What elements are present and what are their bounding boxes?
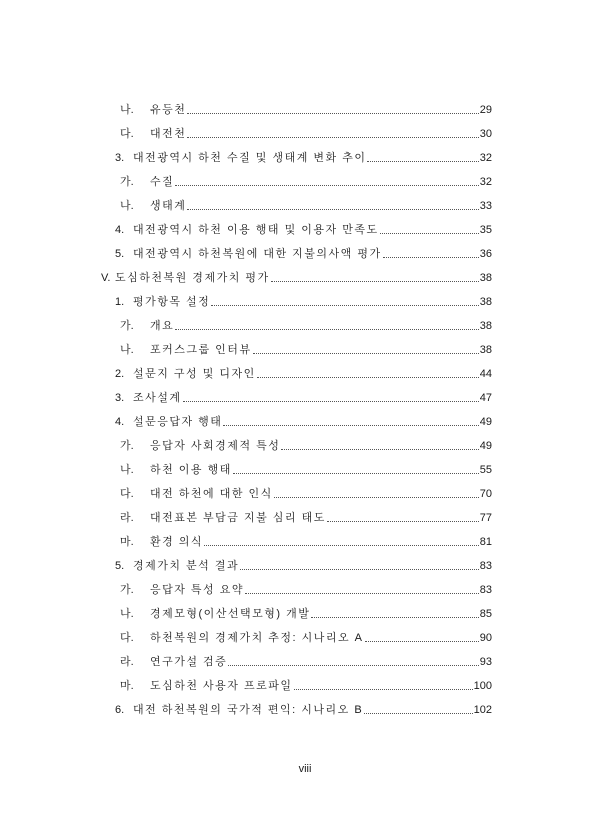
toc-dot-leader [327, 520, 479, 522]
toc-entry-title: 조사설계 [133, 392, 182, 404]
toc-entry-page: 32 [479, 176, 492, 188]
toc-entry-page: 38 [479, 320, 492, 332]
toc-dot-leader [294, 688, 473, 690]
toc-entry[interactable] [120, 315, 492, 333]
toc-entry-number: 다. [120, 128, 134, 140]
toc-entry-number: 가. [120, 176, 134, 188]
toc-entry[interactable] [120, 483, 492, 501]
toc-entry-title: 경제가치 분석 결과 [133, 560, 240, 572]
toc-entry-title: 설문응답자 행태 [133, 416, 223, 428]
toc-entry[interactable] [120, 339, 492, 357]
toc-entry-title: 응답자 특성 요약 [150, 584, 244, 596]
toc-entry[interactable] [120, 507, 492, 525]
toc-dot-leader [271, 280, 479, 282]
toc-entry-title: 대전광역시 하천 이용 행태 및 이용자 만족도 [133, 224, 379, 236]
toc-entry-page: 44 [479, 368, 492, 380]
toc-dot-leader [233, 472, 479, 474]
toc-dot-leader [364, 712, 472, 714]
toc-entry-number: 6. [115, 704, 125, 716]
toc-dot-leader [187, 208, 478, 210]
toc-entry-number: 라. [120, 512, 134, 524]
toc-entry-number: 나. [120, 200, 134, 212]
toc-dot-leader [281, 448, 478, 450]
toc-entry-number: 2. [115, 368, 125, 380]
toc-entry-title: 설문지 구성 및 디자인 [133, 368, 256, 380]
toc-entry-page: 29 [479, 104, 492, 116]
toc-dot-leader [380, 232, 479, 234]
toc-dot-leader [187, 136, 478, 138]
toc-entry[interactable] [120, 195, 492, 213]
toc-entry-title: 하천복원의 경제가치 추정: 시나리오 A [150, 632, 364, 644]
toc-entry-page: 49 [479, 416, 492, 428]
toc-entry-page: 49 [479, 440, 492, 452]
toc-entry-number: 가. [120, 320, 134, 332]
toc-entry-page: 36 [479, 248, 492, 260]
toc-entry[interactable] [115, 411, 492, 429]
toc-entry-number: 라. [120, 656, 134, 668]
toc-dot-leader [383, 256, 479, 258]
toc-entry-number: 나. [120, 608, 134, 620]
toc-entry-page: 102 [473, 704, 492, 716]
toc-entry-page: 30 [479, 128, 492, 140]
toc-entry-page: 83 [479, 584, 492, 596]
toc-entry-page: 83 [479, 560, 492, 572]
toc-entry-number: 마. [120, 680, 134, 692]
toc-entry-number: V. [101, 272, 111, 284]
toc-entry-page: 70 [479, 488, 492, 500]
toc-entry-page: 55 [479, 464, 492, 476]
toc-entry[interactable] [120, 627, 492, 645]
toc-entry[interactable] [115, 243, 492, 261]
toc-dot-leader [257, 376, 479, 378]
toc-entry[interactable] [115, 147, 492, 165]
toc-dot-leader [311, 616, 478, 618]
toc-dot-leader [253, 352, 479, 354]
toc-dot-leader [245, 592, 479, 594]
toc-dot-leader [175, 328, 478, 330]
toc-entry-page: 38 [479, 296, 492, 308]
toc-entry-number: 5. [115, 560, 125, 572]
toc-entry-number: 나. [120, 464, 134, 476]
toc-entry-title: 유등천 [150, 104, 187, 116]
toc-entry[interactable] [120, 459, 492, 477]
toc-entry-page: 38 [479, 272, 492, 284]
toc-entry-title: 생태계 [150, 200, 187, 212]
toc-dot-leader [223, 424, 478, 426]
toc-entry[interactable] [120, 99, 492, 117]
toc-entry[interactable] [120, 651, 492, 669]
toc-dot-leader [240, 568, 479, 570]
toc-entry-page: 100 [473, 680, 492, 692]
toc-entry[interactable] [115, 219, 492, 237]
toc-entry-page: 33 [479, 200, 492, 212]
toc-entry-page: 85 [479, 608, 492, 620]
toc-dot-leader [365, 640, 479, 642]
toc-dot-leader [204, 544, 479, 546]
toc-entry-number: 4. [115, 416, 125, 428]
toc-entry-page: 81 [479, 536, 492, 548]
toc-entry-page: 35 [479, 224, 492, 236]
toc-entry-title: 수질 [150, 176, 175, 188]
toc-entry-title: 하천 이용 행태 [150, 464, 232, 476]
toc-entry[interactable] [115, 387, 492, 405]
toc-entry-title: 대전광역시 하천복원에 대한 지불의사액 평가 [133, 248, 382, 260]
toc-entry-title: 도심하천 사용자 프로파일 [150, 680, 293, 692]
toc-entry[interactable] [120, 675, 492, 693]
toc-dot-leader [187, 112, 478, 114]
toc-dot-leader [183, 400, 479, 402]
toc-entry-number: 1. [115, 296, 125, 308]
toc-entry-page: 38 [479, 344, 492, 356]
toc-entry[interactable] [101, 267, 492, 285]
toc-entry-number: 다. [120, 632, 134, 644]
toc-entry[interactable] [115, 555, 492, 573]
toc-dot-leader [211, 304, 478, 306]
toc-entry-title: 대전 하천복원의 국가적 편익: 시나리오 B [133, 704, 364, 716]
toc-entry-title: 대전 하천에 대한 인식 [150, 488, 273, 500]
toc-entry-title: 포커스그룹 인터뷰 [150, 344, 252, 356]
page-number: viii [298, 763, 312, 775]
toc-entry-title: 개요 [150, 320, 175, 332]
toc-entry-title: 평가항목 설정 [133, 296, 211, 308]
toc-entry-title: 대전천 [150, 128, 187, 140]
toc-entry-page: 90 [479, 632, 492, 644]
toc-entry-number: 나. [120, 104, 134, 116]
toc-entry-number: 가. [120, 584, 134, 596]
toc-entry[interactable] [120, 435, 492, 453]
toc-entry-page: 93 [479, 656, 492, 668]
toc-entry-page: 47 [479, 392, 492, 404]
toc-dot-leader [175, 184, 478, 186]
toc-dot-leader [274, 496, 479, 498]
toc-dot-leader [367, 160, 478, 162]
toc-entry-number: 나. [120, 344, 134, 356]
toc-dot-leader [228, 664, 478, 666]
toc-entry-page: 32 [479, 152, 492, 164]
toc-entry-title: 환경 의식 [150, 536, 204, 548]
toc-entry-title: 도심하천복원 경제가치 평가 [115, 272, 270, 284]
toc-entry[interactable] [120, 171, 492, 189]
toc-entry[interactable] [115, 699, 492, 717]
toc-entry-number: 3. [115, 392, 125, 404]
toc-entry[interactable] [115, 291, 492, 309]
toc-entry-title: 대전표본 부담금 지불 심리 태도 [150, 512, 326, 524]
toc-entry-number: 5. [115, 248, 125, 260]
toc-entry[interactable] [120, 603, 492, 621]
toc-entry-title: 연구가설 검증 [150, 656, 228, 668]
toc-entry-number: 가. [120, 440, 134, 452]
toc-entry-title: 대전광역시 하천 수질 및 생태계 변화 추이 [133, 152, 367, 164]
toc-entry-number: 3. [115, 152, 125, 164]
toc-entry-number: 마. [120, 536, 134, 548]
toc-entry-title: 응답자 사회경제적 특성 [150, 440, 281, 452]
toc-entry[interactable] [120, 123, 492, 141]
toc-entry[interactable] [120, 579, 492, 597]
toc-entry-title: 경제모형(이산선택모형) 개발 [150, 608, 311, 620]
toc-entry[interactable] [115, 363, 492, 381]
toc-entry-page: 77 [479, 512, 492, 524]
toc-entry-number: 4. [115, 224, 125, 236]
toc-entry[interactable] [120, 531, 492, 549]
toc-entry-number: 다. [120, 488, 134, 500]
